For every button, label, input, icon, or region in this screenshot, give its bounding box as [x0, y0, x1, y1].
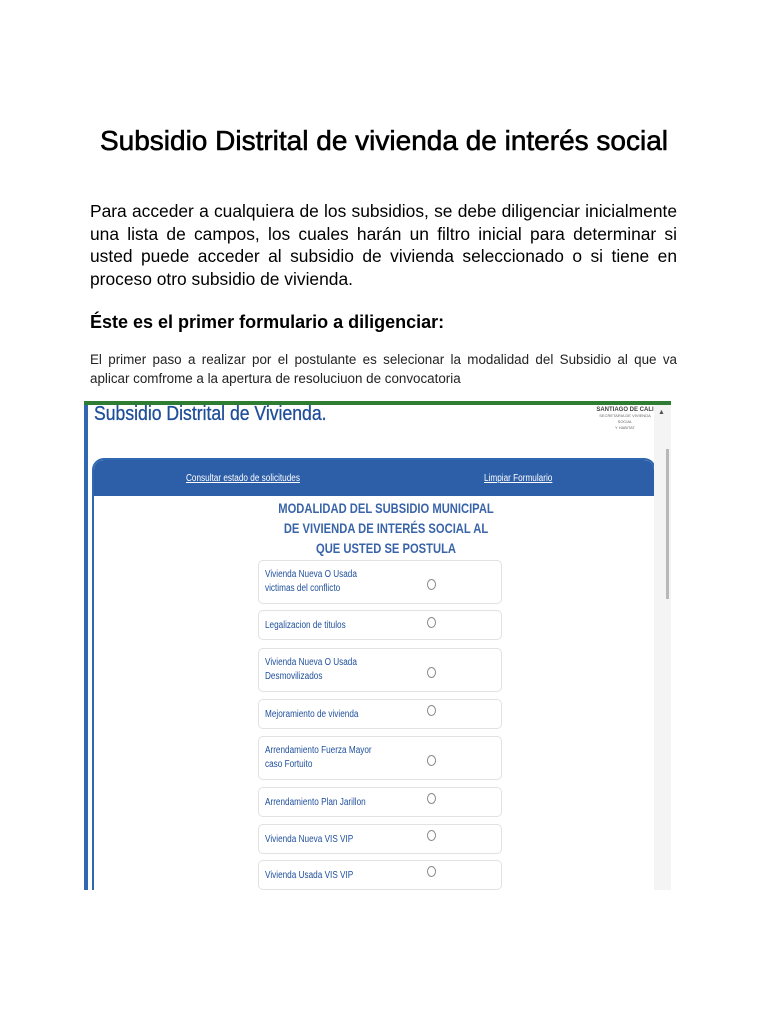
radio-button[interactable] — [427, 667, 436, 678]
radio-button[interactable] — [427, 755, 436, 766]
option-vivienda-nueva-vis-vip[interactable] — [258, 824, 502, 854]
logo-line-2: SECRETARIA DE VIVIENDA SOCIAL — [599, 413, 651, 424]
radio-button[interactable] — [427, 830, 436, 841]
option-label: Vivienda Nueva O Usada Desmovilizados — [265, 657, 357, 682]
section-subheading: Éste es el primer formulario a diligenciar: — [90, 312, 445, 332]
radio-button[interactable] — [427, 617, 436, 628]
logo-line-3: Y HABITAT — [614, 425, 635, 430]
option-desmovilizados[interactable] — [258, 648, 502, 692]
option-victimas-conflicto[interactable] — [258, 560, 502, 604]
scroll-thumb[interactable] — [666, 449, 669, 599]
site-title: Subsidio Distrital de Vivienda. — [94, 403, 327, 425]
option-arrendamiento-plan-jarillon[interactable] — [258, 787, 502, 817]
form-panel — [92, 458, 656, 890]
radio-button[interactable] — [427, 866, 436, 877]
option-label: Arrendamiento Plan Jarillon — [265, 797, 366, 808]
panel-header — [94, 460, 654, 496]
scroll-up-arrow-icon[interactable]: ▲ — [658, 409, 665, 416]
form-heading: MODALIDAD DEL SUBSIDIO MUNICIPAL DE VIVIENDA DE INTERÉS SOCIAL AL QUE USTED SE POSTULA — [278, 500, 494, 556]
embedded-form-screenshot — [84, 401, 671, 890]
option-label: Vivienda Nueva O Usada victimas del conflicto — [265, 569, 357, 594]
radio-button[interactable] — [427, 705, 436, 716]
document-title: Subsidio Distrital de vivienda de interés social — [99, 125, 669, 156]
logo-line-1: SANTIAGO DE CALI — [596, 407, 654, 413]
option-vivienda-usada-vis-vip[interactable] — [258, 860, 502, 890]
radio-button[interactable] — [427, 579, 436, 590]
option-label: Vivienda Usada VIS VIP — [265, 870, 354, 881]
radio-button[interactable] — [427, 793, 436, 804]
option-label: Mejoramiento de vivienda — [265, 709, 359, 720]
limpiar-formulario-link[interactable]: Limpiar Formulario — [484, 473, 553, 484]
option-legalizacion-titulos[interactable] — [258, 610, 502, 640]
intro-paragraph: Para acceder a cualquiera de los subsidios, se debe diligenciar inicialmente una lista de campos, los cuales harán un filtro inicial para determinar si usted puede acceder al subsidio de vivienda seleccionado o si tiene en proceso otro subsidio de vivienda. — [90, 201, 677, 289]
step-description: El primer paso a realizar por el postulante es selecionar la modalidad del Subsidio al que va aplicar comfrome a la apertura de resoluciuon de convocatoria — [90, 352, 677, 386]
option-mejoramiento-vivienda[interactable] — [258, 699, 502, 729]
municipal-logo — [594, 407, 656, 431]
vertical-scrollbar[interactable] — [654, 405, 671, 890]
consultar-estado-link[interactable]: Consultar estado de solicitudes — [186, 473, 300, 484]
option-label: Vivienda Nueva VIS VIP — [265, 834, 354, 845]
option-label: Arrendamiento Fuerza Mayor caso Fortuito — [265, 745, 372, 770]
window-left-edge — [84, 405, 88, 890]
option-label: Legalizacion de titulos — [265, 620, 346, 631]
option-arrendamiento-fuerza-mayor[interactable] — [258, 736, 502, 780]
